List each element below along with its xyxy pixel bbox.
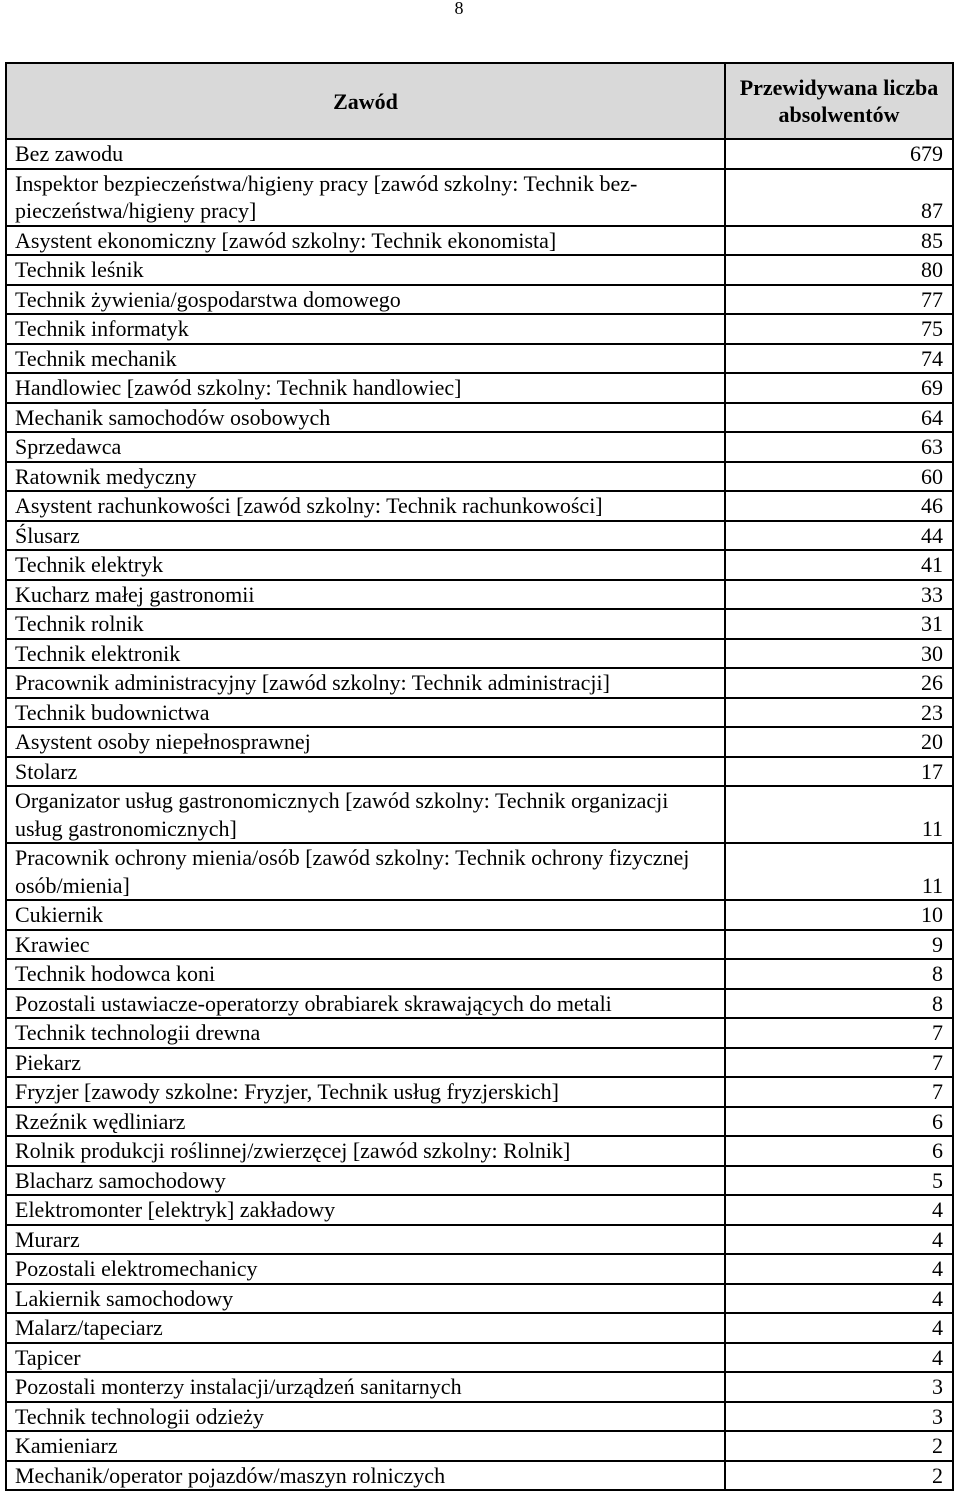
- graduate-count-cell: 7: [725, 1048, 953, 1078]
- graduate-count-cell: 10: [725, 900, 953, 930]
- table-row: [6, 786, 953, 843]
- table-row: [6, 226, 953, 256]
- graduate-count-cell: 11: [725, 786, 953, 843]
- occupation-cell: Pracownik ochrony mienia/osób [zawód szkolny: Technik ochrony fizycznej osób/mienia]: [6, 843, 725, 900]
- graduate-count-cell: 2: [725, 1461, 953, 1491]
- occupation-cell: Kamieniarz: [6, 1431, 725, 1461]
- table-row: [6, 843, 953, 900]
- occupation-cell: Asystent rachunkowości [zawód szkolny: Technik rachunkowości]: [6, 491, 725, 521]
- table-row: [6, 1048, 953, 1078]
- table-row: [6, 1343, 953, 1373]
- graduate-count-cell: 69: [725, 373, 953, 403]
- table-row: [6, 432, 953, 462]
- graduate-count-cell: 87: [725, 169, 953, 226]
- occupation-cell: Kucharz małej gastronomii: [6, 580, 725, 610]
- occupation-cell: Organizator usług gastronomicznych [zawód szkolny: Technik organizacji usług gastronomicznych]: [6, 786, 725, 843]
- occupation-cell: Asystent ekonomiczny [zawód szkolny: Technik ekonomista]: [6, 226, 725, 256]
- graduate-count-cell: 6: [725, 1136, 953, 1166]
- table-row: [6, 1166, 953, 1196]
- table-row: [6, 1195, 953, 1225]
- graduate-count-cell: 60: [725, 462, 953, 492]
- occupation-cell: Blacharz samochodowy: [6, 1166, 725, 1196]
- table-row: [6, 403, 953, 433]
- table-row: [6, 314, 953, 344]
- table-row: [6, 1077, 953, 1107]
- table-row: [6, 1313, 953, 1343]
- occupation-cell: Fryzjer [zawody szkolne: Fryzjer, Technik usług fryzjerskich]: [6, 1077, 725, 1107]
- table-row: [6, 1284, 953, 1314]
- header-graduate-count: Przewidywana liczba absolwentów: [725, 63, 953, 139]
- graduate-count-cell: 30: [725, 639, 953, 669]
- graduate-count-cell: 26: [725, 668, 953, 698]
- table-row: [6, 255, 953, 285]
- graduate-count-cell: 41: [725, 550, 953, 580]
- table-row: [6, 1136, 953, 1166]
- table-row: [6, 1254, 953, 1284]
- graduate-count-cell: 80: [725, 255, 953, 285]
- graduate-count-cell: 4: [725, 1195, 953, 1225]
- table-row: [6, 139, 953, 169]
- occupation-cell: Ratownik medyczny: [6, 462, 725, 492]
- occupation-cell: Rzeźnik wędliniarz: [6, 1107, 725, 1137]
- occupation-cell: Technik technologii odzieży: [6, 1402, 725, 1432]
- table-row: [6, 1018, 953, 1048]
- occupation-cell: Technik elektryk: [6, 550, 725, 580]
- table-row: [6, 285, 953, 315]
- occupation-cell: Technik budownictwa: [6, 698, 725, 728]
- graduate-count-cell: 8: [725, 959, 953, 989]
- graduate-count-cell: 7: [725, 1018, 953, 1048]
- graduate-count-cell: 44: [725, 521, 953, 551]
- table-row: [6, 930, 953, 960]
- table-row: [6, 1225, 953, 1255]
- table-row: [6, 1107, 953, 1137]
- occupation-cell: Handlowiec [zawód szkolny: Technik handlowiec]: [6, 373, 725, 403]
- graduate-count-cell: 3: [725, 1372, 953, 1402]
- occupation-cell: Technik informatyk: [6, 314, 725, 344]
- table-header-row: [6, 63, 953, 139]
- occupation-cell: Pozostali ustawiacze-operatorzy obrabiarek skrawających do metali: [6, 989, 725, 1019]
- graduate-count-cell: 2: [725, 1431, 953, 1461]
- graduate-count-cell: 6: [725, 1107, 953, 1137]
- occupation-cell: Bez zawodu: [6, 139, 725, 169]
- graduate-count-cell: 4: [725, 1254, 953, 1284]
- table-row: [6, 698, 953, 728]
- graduate-count-cell: 679: [725, 139, 953, 169]
- table-row: [6, 373, 953, 403]
- graduate-count-cell: 3: [725, 1402, 953, 1432]
- graduate-count-cell: 74: [725, 344, 953, 374]
- graduate-count-cell: 7: [725, 1077, 953, 1107]
- graduate-count-cell: 4: [725, 1225, 953, 1255]
- occupation-cell: Tapicer: [6, 1343, 725, 1373]
- occupation-cell: Technik leśnik: [6, 255, 725, 285]
- graduate-count-cell: 9: [725, 930, 953, 960]
- table-row: [6, 900, 953, 930]
- occupation-cell: Inspektor bezpieczeństwa/higieny pracy [zawód szkolny: Technik bezpieczeństwa/higieny pracy]: [6, 169, 725, 226]
- graduate-count-cell: 77: [725, 285, 953, 315]
- graduate-count-cell: 11: [725, 843, 953, 900]
- occupation-cell: Pozostali monterzy instalacji/urządzeń sanitarnych: [6, 1372, 725, 1402]
- table-row: [6, 491, 953, 521]
- graduate-count-cell: 31: [725, 609, 953, 639]
- occupation-cell: Technik hodowca koni: [6, 959, 725, 989]
- table-row: [6, 521, 953, 551]
- graduate-count-cell: 75: [725, 314, 953, 344]
- occupation-cell: Mechanik samochodów osobowych: [6, 403, 725, 433]
- table-row: [6, 1461, 953, 1491]
- table-row: [6, 757, 953, 787]
- table-row: [6, 668, 953, 698]
- occupation-cell: Krawiec: [6, 930, 725, 960]
- occupation-cell: Technik technologii drewna: [6, 1018, 725, 1048]
- occupation-cell: Technik żywienia/gospodarstwa domowego: [6, 285, 725, 315]
- table-row: [6, 1402, 953, 1432]
- occupation-cell: Malarz/tapeciarz: [6, 1313, 725, 1343]
- occupation-cell: Pracownik administracyjny [zawód szkolny: Technik administracji]: [6, 668, 725, 698]
- graduate-count-cell: 8: [725, 989, 953, 1019]
- graduate-count-cell: 4: [725, 1284, 953, 1314]
- occupation-cell: Asystent osoby niepełnosprawnej: [6, 727, 725, 757]
- occupation-cell: Pozostali elektromechanicy: [6, 1254, 725, 1284]
- occupation-cell: Piekarz: [6, 1048, 725, 1078]
- graduate-count-cell: 17: [725, 757, 953, 787]
- table-row: [6, 989, 953, 1019]
- occupation-cell: Stolarz: [6, 757, 725, 787]
- graduate-count-cell: 46: [725, 491, 953, 521]
- occupation-cell: Mechanik/operator pojazdów/maszyn rolniczych: [6, 1461, 725, 1491]
- header-occupation: Zawód: [6, 63, 725, 139]
- table-body: [6, 139, 953, 1490]
- occupation-cell: Cukiernik: [6, 900, 725, 930]
- graduate-count-cell: 33: [725, 580, 953, 610]
- graduate-count-cell: 63: [725, 432, 953, 462]
- table-row: [6, 639, 953, 669]
- graduate-count-cell: 20: [725, 727, 953, 757]
- table-row: [6, 462, 953, 492]
- occupation-cell: Sprzedawca: [6, 432, 725, 462]
- graduate-count-cell: 4: [725, 1343, 953, 1373]
- occupation-cell: Rolnik produkcji roślinnej/zwierzęcej [zawód szkolny: Rolnik]: [6, 1136, 725, 1166]
- table-row: [6, 169, 953, 226]
- table-row: [6, 344, 953, 374]
- occupation-cell: Lakiernik samochodowy: [6, 1284, 725, 1314]
- graduate-count-cell: 85: [725, 226, 953, 256]
- table-row: [6, 1372, 953, 1402]
- occupation-cell: Ślusarz: [6, 521, 725, 551]
- occupation-cell: Technik rolnik: [6, 609, 725, 639]
- table-row: [6, 959, 953, 989]
- occupation-cell: Technik elektronik: [6, 639, 725, 669]
- graduate-count-cell: 64: [725, 403, 953, 433]
- table-row: [6, 550, 953, 580]
- table-row: [6, 727, 953, 757]
- table-row: [6, 580, 953, 610]
- graduate-count-cell: 23: [725, 698, 953, 728]
- table-row: [6, 1431, 953, 1461]
- graduate-count-cell: 4: [725, 1313, 953, 1343]
- graduate-count-cell: 5: [725, 1166, 953, 1196]
- table-row: [6, 609, 953, 639]
- occupation-cell: Murarz: [6, 1225, 725, 1255]
- occupation-cell: Technik mechanik: [6, 344, 725, 374]
- occupation-cell: Elektromonter [elektryk] zakładowy: [6, 1195, 725, 1225]
- graduates-table: [5, 62, 954, 1491]
- page-number: 8: [454, 0, 464, 18]
